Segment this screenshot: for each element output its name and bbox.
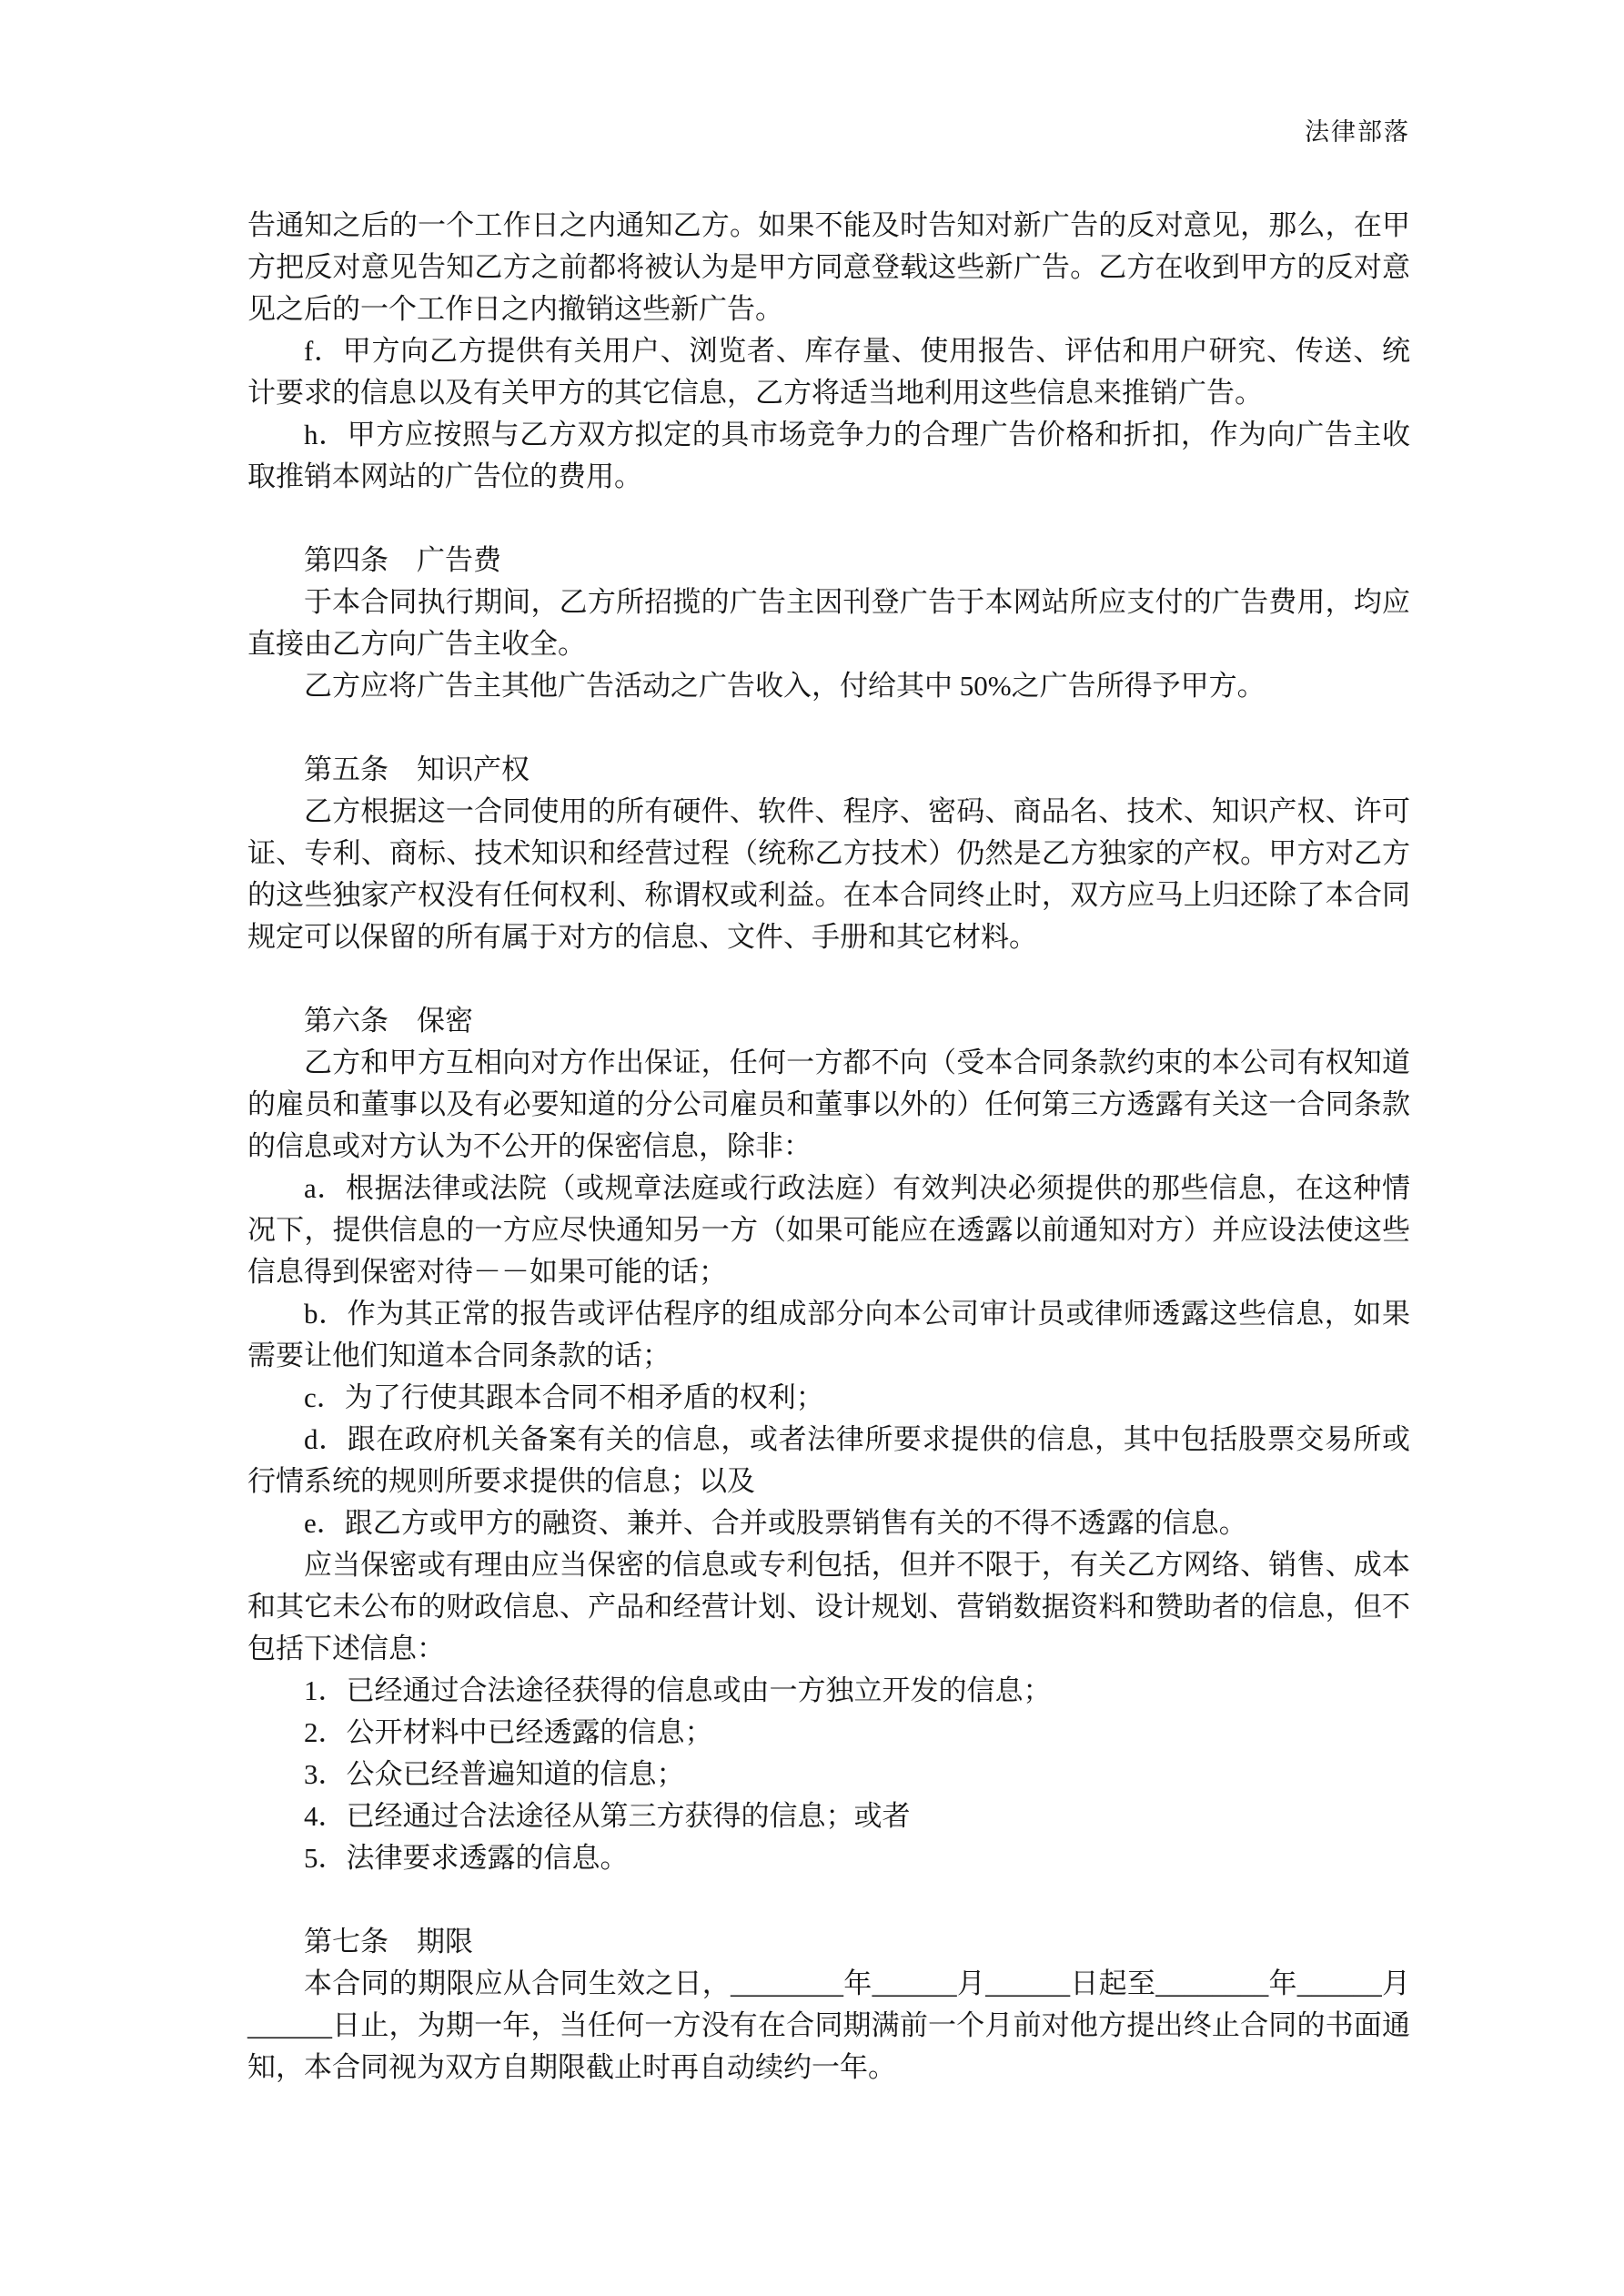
- paragraph: b．作为其正常的报告或评估程序的组成部分向本公司审计员或律师透露这些信息，如果需要让他们知道本合同条款的话；: [247, 1298, 1410, 1371]
- section-heading: 第六条 保密: [304, 1005, 473, 1037]
- paragraph-continuation: 告通知之后的一个工作日之内通知乙方。如果不能及时告知对新广告的反对意见，那么，在甲方把反对意见告知乙方之前都将被认为是甲方同意登载这些新广告。乙方在收到甲方的反对意见之后的一个工作日之内撤销这些新广告。: [247, 209, 1410, 325]
- paragraph: e．跟乙方或甲方的融资、兼并、合并或股票销售有关的不得不透露的信息。: [304, 1507, 1247, 1539]
- paragraph: 应当保密或有理由应当保密的信息或专利包括，但并不限于，有关乙方网络、销售、成本和其它未公布的财政信息、产品和经营计划、设计规划、营销数据资料和赞助者的信息，但不包括下述信息：: [247, 1549, 1410, 1664]
- list-item: 3．公众已经普遍知道的信息；: [304, 1758, 685, 1790]
- paragraph: c．为了行使其跟本合同不相矛盾的权利；: [304, 1381, 824, 1413]
- paragraph: a．根据法律或法院（或规章法庭或行政法庭）有效判决必须提供的那些信息，在这种情况下，提供信息的一方应尽快通知另一方（如果可能应在透露以前通知对方）并应设法使这些信息得到保密对待－－如果可能的话；: [247, 1172, 1410, 1288]
- list-item: 5．法律要求透露的信息。: [304, 1842, 629, 1874]
- paragraph: d．跟在政府机关备案有关的信息，或者法律所要求提供的信息，其中包括股票交易所或行情系统的规则所要求提供的信息；以及: [247, 1423, 1410, 1497]
- paragraph: f．甲方向乙方提供有关用户、浏览者、库存量、使用报告、评估和用户研究、传送、统计要求的信息以及有关甲方的其它信息，乙方将适当地利用这些信息来推销广告。: [247, 335, 1410, 409]
- list-item: 2．公开材料中已经透露的信息；: [304, 1716, 713, 1748]
- paragraph: 于本合同执行期间，乙方所招揽的广告主因刊登广告于本网站所应支付的广告费用，均应直接由乙方向广告主收全。: [247, 586, 1410, 660]
- section-heading: 第五条 知识产权: [304, 754, 530, 785]
- document-body: [247, 205, 1410, 2089]
- page-header-brand: 法律部落: [1305, 118, 1410, 146]
- paragraph: 乙方和甲方互相向对方作出保证，任何一方都不向（受本合同条款约束的本公司有权知道的雇员和董事以及有必要知道的分公司雇员和董事以外的）任何第三方透露有关这一合同条款的信息或对方认为不公开的保密信息，除非：: [247, 1047, 1410, 1162]
- list-item: 1．已经通过合法途径获得的信息或由一方独立开发的信息；: [304, 1674, 1052, 1706]
- paragraph: h．甲方应按照与乙方双方拟定的具市场竞争力的合理广告价格和折扣，作为向广告主收取推销本网站的广告位的费用。: [247, 419, 1410, 492]
- paragraph: 本合同的期限应从合同生效之日，________年______月______日起至________年______月______日止，为期一年，当任何一方没有在合同期满前一个月前对他方提出终止合同的书面通知，本合同视为双方自期限截止时再自动续约一年。: [247, 1967, 1410, 2083]
- paragraph: 乙方根据这一合同使用的所有硬件、软件、程序、密码、商品名、技术、知识产权、许可证、专利、商标、技术知识和经营过程（统称乙方技术）仍然是乙方独家的产权。甲方对乙方的这些独家产权没有任何权利、称谓权或利益。在本合同终止时，双方应马上归还除了本合同规定可以保留的所有属于对方的信息、文件、手册和其它材料。: [247, 795, 1410, 953]
- section-heading: 第七条 期限: [304, 1926, 473, 1957]
- paragraph: 乙方应将广告主其他广告活动之广告收入，付给其中 50%之广告所得予甲方。: [304, 670, 1266, 702]
- list-item: 4．已经通过合法途径从第三方获得的信息；或者: [304, 1800, 911, 1832]
- section-heading: 第四条 广告费: [304, 544, 501, 576]
